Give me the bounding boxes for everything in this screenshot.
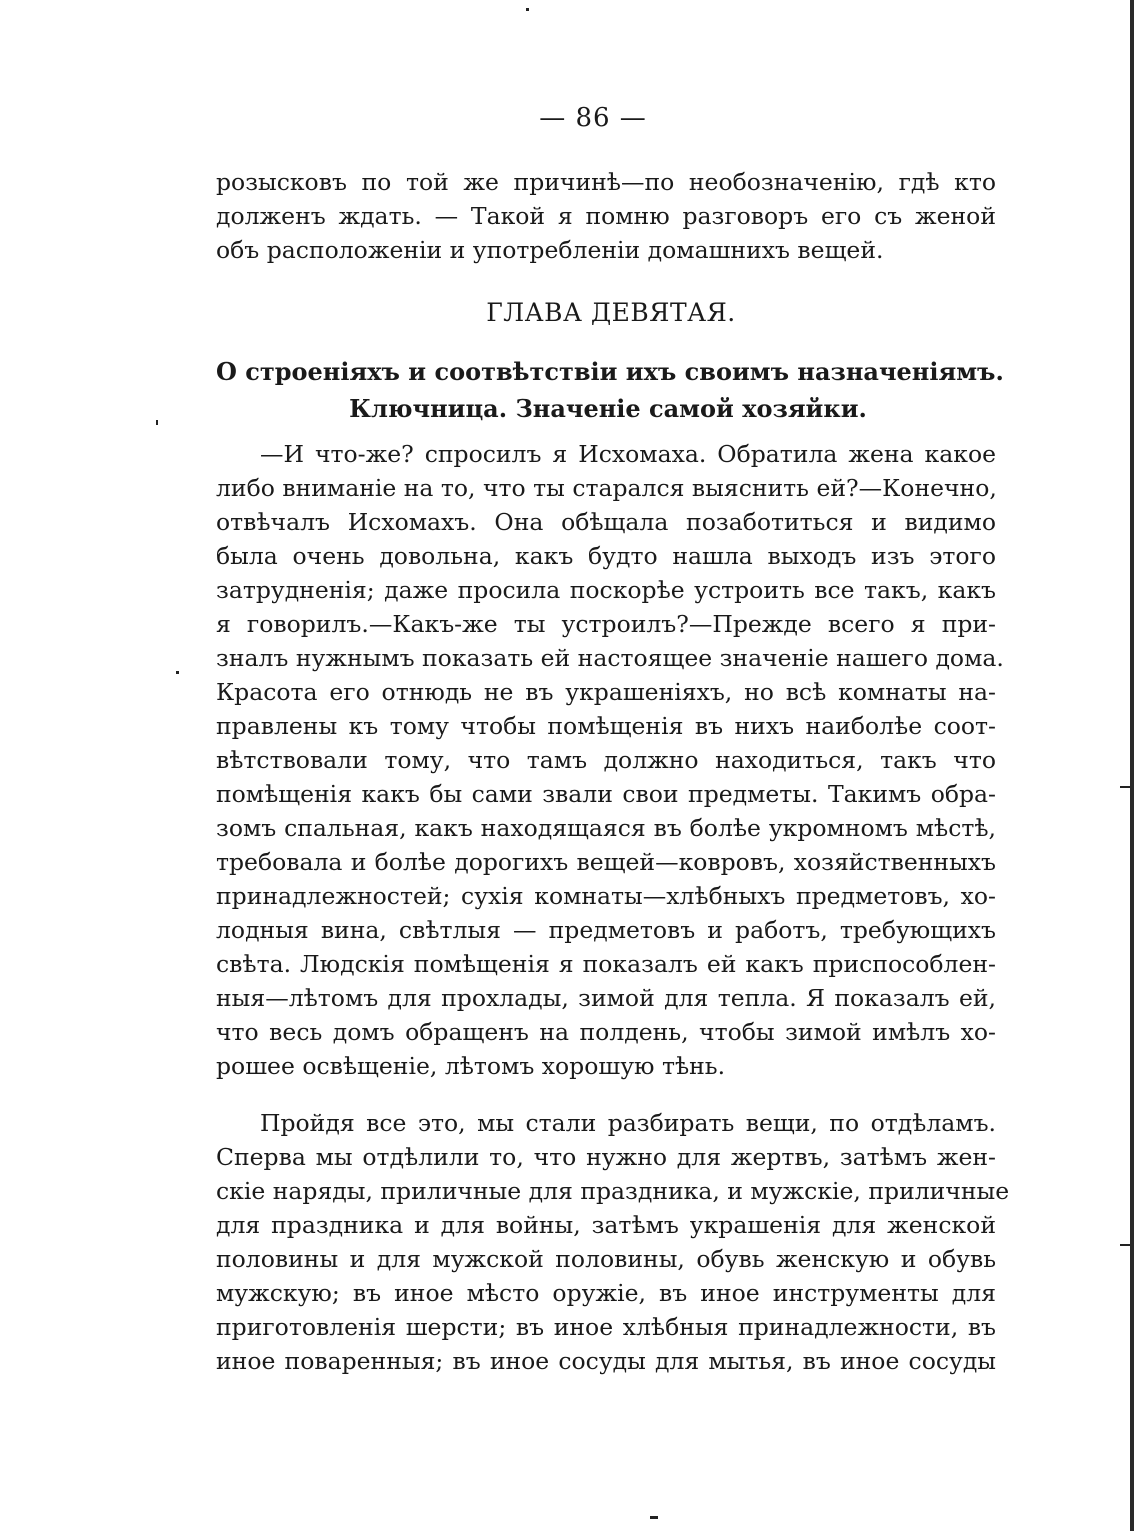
text-line: приготовленія шерсти; въ иное хлѣбныя принадлежности, въ	[216, 1313, 996, 1341]
text-line: была очень довольна, какъ будто нашла выходъ изъ этого	[216, 542, 996, 570]
paragraph-2	[216, 1106, 1010, 1378]
scan-speck	[650, 1516, 658, 1519]
chapter-title: ГЛАВА ДЕВЯТАЯ.	[486, 298, 736, 327]
text-line: ныя—лѣтомъ для прохлады, зимой для тепла. Я показалъ ей,	[216, 984, 996, 1012]
text-line: зомъ спальная, какъ находящаяся въ болѣе укромномъ мѣстѣ,	[216, 814, 996, 842]
text-line: —И что-же? спросилъ я Исхомаха. Обратила жена какое	[260, 440, 996, 468]
intro-text	[216, 165, 996, 267]
page-edge-line	[1130, 0, 1134, 1531]
text-line: мужскую; въ иное мѣсто оружіе, въ иное инструменты для	[216, 1279, 996, 1307]
text-line: Красота его отнюдь не въ украшеніяхъ, но всѣ комнаты на-	[216, 678, 996, 706]
text-line: скіе наряды, приличные для праздника, и мужскіе, приличные	[216, 1177, 1010, 1205]
text-line: затрудненія; даже просила поскорѣе устроить все такъ, какъ	[216, 576, 996, 604]
text-line: Пройдя все это, мы стали разбирать вещи, по отдѣламъ.	[260, 1109, 996, 1137]
text-line: рошее освѣщеніе, лѣтомъ хорошую тѣнь.	[216, 1052, 726, 1080]
text-line: я говорилъ.—Какъ-же ты устроилъ?—Прежде всего я при-	[216, 610, 996, 638]
text-line: зналъ нужнымъ показать ей настоящее значеніе нашего дома.	[216, 644, 1004, 672]
paragraph-1	[216, 437, 1004, 1083]
chapter-subtitle-line: Ключница. Значеніе самой хозяйки.	[349, 394, 867, 423]
text-line: что весь домъ обращенъ на полдень, чтобы зимой имѣлъ хо-	[216, 1018, 996, 1046]
text-line: принадлежностей; сухія комнаты—хлѣбныхъ предметовъ, хо-	[216, 882, 996, 910]
chapter-subtitle-line: О строеніяхъ и соотвѣтствіи ихъ своимъ назначеніямъ.	[216, 357, 1004, 386]
text-line: розысковъ по той же причинѣ—по необозначенію, гдѣ кто	[216, 168, 996, 196]
text-line: правлены къ тому чтобы помѣщенія въ нихъ наиболѣе соот-	[216, 712, 996, 740]
text-line: требовала и болѣе дорогихъ вещей—ковровъ, хозяйственныхъ	[216, 848, 996, 876]
text-line: объ расположеніи и употребленіи домашнихъ вещей.	[216, 236, 884, 264]
text-line: либо вниманіе на то, что ты старался выяснить ей?—Конечно,	[216, 474, 997, 502]
text-line: иное поваренныя; въ иное сосуды для мытья, въ иное сосуды	[216, 1347, 996, 1375]
text-line: долженъ ждать. — Такой я помню разговоръ его съ женой	[216, 202, 996, 230]
text-line: отвѣчалъ Исхомахъ. Она обѣщала позаботиться и видимо	[216, 508, 996, 536]
scan-speck	[1120, 1244, 1130, 1246]
text-line: свѣта. Людскія помѣщенія я показалъ ей какъ приспособлен-	[216, 950, 996, 978]
scan-speck	[1120, 786, 1130, 788]
text-line: половины и для мужской половины, обувь женскую и обувь	[216, 1245, 996, 1273]
text-line: лодныя вина, свѣтлыя — предметовъ и работъ, требующихъ	[216, 916, 996, 944]
text-line: Сперва мы отдѣлили то, что нужно для жертвъ, затѣмъ жен-	[216, 1143, 996, 1171]
text-line: для праздника и для войны, затѣмъ украшенія для женской	[216, 1211, 996, 1239]
scan-speck	[176, 671, 179, 674]
scan-speck	[526, 8, 529, 11]
scan-speck	[156, 420, 158, 425]
page-number: — 86 —	[539, 103, 647, 133]
text-line: помѣщенія какъ бы сами звали свои предметы. Такимъ обра-	[216, 780, 996, 808]
text-line: вѣтствовали тому, что тамъ должно находиться, такъ что	[216, 746, 996, 774]
